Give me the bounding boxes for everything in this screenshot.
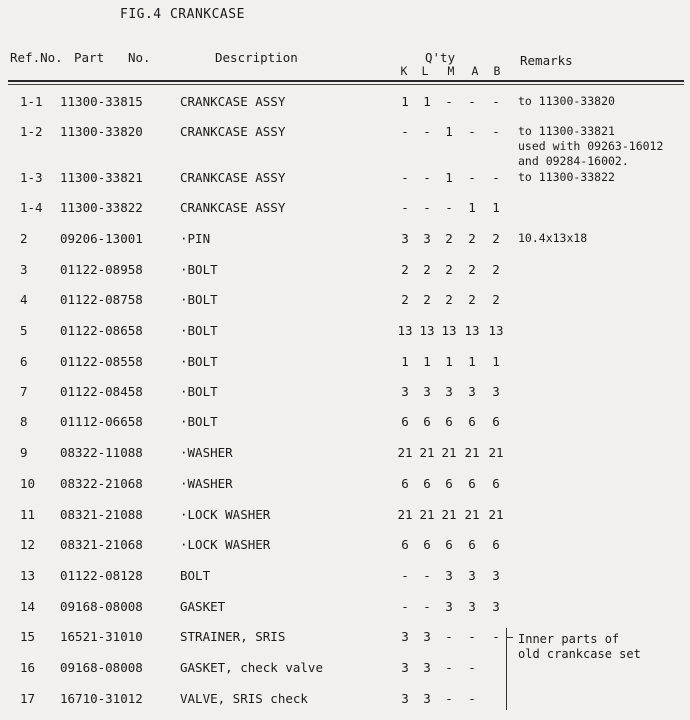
ref-no-cell: 10 (20, 476, 36, 491)
qty-cell: 1 (423, 94, 431, 109)
part-no-cell: 08321-21068 (60, 537, 143, 552)
qty-cell: - (401, 170, 409, 185)
qty-cell: 13 (397, 323, 413, 338)
description-cell: ·BOLT (180, 323, 218, 338)
remarks-cell (518, 124, 663, 169)
qty-cell: - (492, 170, 500, 185)
description-cell: ·LOCK WASHER (180, 507, 271, 522)
table-row (0, 323, 690, 345)
table-row (0, 568, 690, 590)
qty-cell: 3 (401, 629, 409, 644)
qty-cell: 3 (401, 384, 409, 399)
qty-cell: 2 (423, 262, 431, 277)
qty-cell: 6 (492, 537, 500, 552)
qty-cell: 2 (468, 231, 476, 246)
qty-cell: 6 (445, 414, 453, 429)
qty-cell: - (423, 124, 431, 139)
qty-cell: 3 (468, 568, 476, 583)
qty-cell: 6 (468, 476, 476, 491)
qty-cell: 3 (423, 629, 431, 644)
qty-cell: 21 (397, 445, 413, 460)
qty-cell: 6 (492, 414, 500, 429)
qty-cell: 2 (445, 231, 453, 246)
part-no-cell: 09206-13001 (60, 231, 143, 246)
part-no-cell: 08322-11088 (60, 445, 143, 460)
qty-cell: - (468, 660, 476, 675)
qty-cell: 1 (401, 354, 409, 369)
qty-cell: 13 (419, 323, 435, 338)
table-row (0, 599, 690, 621)
qty-cell: 21 (419, 445, 435, 460)
remarks-line: and 09284-16002. (518, 154, 629, 168)
qty-cell: 2 (468, 292, 476, 307)
part-no-cell: 11300-33815 (60, 94, 143, 109)
header-remarks: Remarks (520, 53, 573, 68)
qty-cell: - (468, 629, 476, 644)
group-bracket-tick (506, 637, 513, 638)
qty-cell: 3 (445, 384, 453, 399)
description-cell: ·BOLT (180, 292, 218, 307)
qty-cell: 3 (401, 231, 409, 246)
table-row (0, 292, 690, 314)
qty-cell: 2 (468, 262, 476, 277)
part-no-cell: 01122-08658 (60, 323, 143, 338)
qty-cell: - (401, 200, 409, 215)
ref-no-cell: 1-1 (20, 94, 43, 109)
ref-no-cell: 2 (20, 231, 28, 246)
qty-cell: 3 (445, 599, 453, 614)
table-row (0, 262, 690, 284)
group-note-line: Inner parts of (518, 632, 620, 646)
qty-cell: 3 (492, 599, 500, 614)
table-row (0, 124, 690, 168)
qty-cell: 1 (468, 200, 476, 215)
qty-cell: 1 (445, 170, 453, 185)
qty-cell: 21 (419, 507, 435, 522)
qty-cell: 13 (441, 323, 457, 338)
qty-cell: 3 (401, 660, 409, 675)
qty-cell: - (445, 691, 453, 706)
table-row (0, 94, 690, 116)
header-rule-top (8, 80, 684, 82)
qty-cell: 2 (492, 262, 500, 277)
part-no-cell: 16710-31012 (60, 691, 143, 706)
qty-cell: 1 (445, 354, 453, 369)
table-row (0, 384, 690, 406)
description-cell: CRANKCASE ASSY (180, 170, 286, 185)
ref-no-cell: 16 (20, 660, 36, 675)
qty-cell: 6 (423, 476, 431, 491)
qty-cell: 21 (397, 507, 413, 522)
qty-cell: 1 (445, 124, 453, 139)
table-row (0, 691, 690, 713)
qty-col-m: M (447, 64, 455, 78)
qty-cell: 13 (464, 323, 480, 338)
qty-col-b: B (493, 64, 501, 78)
header-qty: Q'ty (425, 50, 456, 65)
qty-col-k: K (400, 64, 408, 78)
qty-cell: 2 (401, 262, 409, 277)
qty-cell: - (423, 200, 431, 215)
qty-cell: - (492, 124, 500, 139)
part-no-cell: 16521-31010 (60, 629, 143, 644)
ref-no-cell: 13 (20, 568, 36, 583)
description-cell: CRANKCASE ASSY (180, 200, 286, 215)
qty-cell: - (401, 599, 409, 614)
part-no-cell: 11300-33822 (60, 200, 143, 215)
remarks-line: 10.4x13x18 (518, 231, 588, 245)
description-cell: BOLT (180, 568, 211, 583)
description-cell: ·BOLT (180, 414, 218, 429)
ref-no-cell: 7 (20, 384, 28, 399)
qty-cell: 21 (464, 445, 480, 460)
description-cell: GASKET (180, 599, 226, 614)
qty-cell: - (423, 170, 431, 185)
qty-cell: 3 (445, 568, 453, 583)
ref-no-cell: 6 (20, 354, 28, 369)
description-cell: CRANKCASE ASSY (180, 94, 286, 109)
qty-cell: - (401, 124, 409, 139)
qty-cell: 1 (401, 94, 409, 109)
qty-cell: 6 (423, 414, 431, 429)
qty-cell: 3 (423, 691, 431, 706)
ref-no-cell: 14 (20, 599, 36, 614)
qty-cell: 21 (441, 445, 457, 460)
description-cell: ·WASHER (180, 445, 233, 460)
qty-cell: 6 (468, 414, 476, 429)
description-cell: ·BOLT (180, 354, 218, 369)
qty-cell: 2 (492, 231, 500, 246)
qty-cell: 21 (441, 507, 457, 522)
part-no-cell: 01122-08758 (60, 292, 143, 307)
qty-cell: 3 (468, 599, 476, 614)
qty-cell: 6 (423, 537, 431, 552)
table-row (0, 445, 690, 467)
ref-no-cell: 17 (20, 691, 36, 706)
remarks-cell (518, 94, 615, 109)
qty-cell: 2 (492, 292, 500, 307)
qty-cell: 21 (488, 445, 504, 460)
qty-cell: - (468, 94, 476, 109)
description-cell: ·BOLT (180, 384, 218, 399)
part-no-cell: 01122-08458 (60, 384, 143, 399)
description-cell: ·WASHER (180, 476, 233, 491)
group-bracket (506, 628, 513, 710)
part-no-cell: 01112-06658 (60, 414, 143, 429)
figure-title: FIG.4 CRANKCASE (120, 7, 245, 22)
ref-no-cell: 11 (20, 507, 36, 522)
qty-cell: - (401, 568, 409, 583)
qty-cell: 2 (445, 262, 453, 277)
qty-cell: 6 (492, 476, 500, 491)
ref-no-cell: 12 (20, 537, 36, 552)
part-no-cell: 08322-21068 (60, 476, 143, 491)
table-row (0, 231, 690, 253)
qty-cell: - (468, 691, 476, 706)
qty-col-l: L (421, 64, 429, 78)
qty-cell: 21 (488, 507, 504, 522)
table-row (0, 507, 690, 529)
qty-cell: 3 (401, 691, 409, 706)
qty-cell: - (423, 568, 431, 583)
header-description: Description (215, 50, 298, 65)
part-no-cell: 09168-08008 (60, 660, 143, 675)
ref-no-cell: 3 (20, 262, 28, 277)
remarks-cell (518, 170, 615, 185)
ref-no-cell: 1-4 (20, 200, 43, 215)
qty-cell: 3 (423, 231, 431, 246)
remarks-line: to 11300-33822 (518, 170, 615, 184)
qty-cell: - (468, 170, 476, 185)
qty-cell: 1 (492, 200, 500, 215)
qty-cell: 3 (423, 384, 431, 399)
qty-cell: 6 (445, 537, 453, 552)
qty-cell: 1 (468, 354, 476, 369)
qty-cell: 3 (492, 568, 500, 583)
part-no-cell: 11300-33821 (60, 170, 143, 185)
ref-no-cell: 9 (20, 445, 28, 460)
qty-cell: - (423, 599, 431, 614)
qty-cell: - (492, 94, 500, 109)
remarks-line: used with 09263-16012 (518, 139, 664, 153)
qty-cell: 13 (488, 323, 504, 338)
qty-cell: 21 (464, 507, 480, 522)
description-cell: ·LOCK WASHER (180, 537, 271, 552)
part-no-cell: 01122-08128 (60, 568, 143, 583)
ref-no-cell: 15 (20, 629, 36, 644)
remarks-cell (518, 231, 587, 246)
qty-cell: - (445, 94, 453, 109)
group-note-line: old crankcase set (518, 647, 641, 661)
qty-cell: 2 (445, 292, 453, 307)
header-no: No. (128, 50, 151, 65)
part-no-cell: 09168-08008 (60, 599, 143, 614)
part-no-cell: 01122-08558 (60, 354, 143, 369)
qty-cell: - (492, 629, 500, 644)
ref-no-cell: 1-3 (20, 170, 43, 185)
remarks-line: to 11300-33820 (518, 94, 615, 108)
part-no-cell: 11300-33820 (60, 124, 143, 139)
qty-cell: - (445, 660, 453, 675)
ref-no-cell: 1-2 (20, 124, 43, 139)
table-row (0, 476, 690, 498)
qty-cell: 3 (492, 384, 500, 399)
table-row (0, 660, 690, 682)
qty-cell: 3 (468, 384, 476, 399)
ref-no-cell: 5 (20, 323, 28, 338)
qty-cell: 6 (468, 537, 476, 552)
qty-cell: 6 (445, 476, 453, 491)
qty-cell: 6 (401, 476, 409, 491)
description-cell: VALVE, SRIS check (180, 691, 308, 706)
ref-no-cell: 8 (20, 414, 28, 429)
qty-cell: 6 (401, 414, 409, 429)
qty-cell: 1 (423, 354, 431, 369)
qty-cell: 6 (401, 537, 409, 552)
description-cell: GASKET, check valve (180, 660, 323, 675)
table-row (0, 537, 690, 559)
table-row (0, 200, 690, 222)
group-note (518, 632, 641, 662)
qty-cell: - (445, 200, 453, 215)
description-cell: CRANKCASE ASSY (180, 124, 286, 139)
table-row (0, 354, 690, 376)
qty-cell: 2 (401, 292, 409, 307)
qty-cell: 3 (423, 660, 431, 675)
ref-no-cell: 4 (20, 292, 28, 307)
description-cell: ·BOLT (180, 262, 218, 277)
qty-cell: 1 (492, 354, 500, 369)
header-ref-no: Ref.No. (10, 50, 63, 65)
header-rule-bottom (8, 84, 684, 85)
qty-col-a: A (471, 64, 479, 78)
part-no-cell: 01122-08958 (60, 262, 143, 277)
part-no-cell: 08321-21088 (60, 507, 143, 522)
header-part: Part (74, 50, 105, 65)
description-cell: STRAINER, SRIS (180, 629, 286, 644)
description-cell: ·PIN (180, 231, 211, 246)
table-row (0, 414, 690, 436)
remarks-line: to 11300-33821 (518, 124, 615, 138)
qty-cell: - (468, 124, 476, 139)
qty-cell: - (445, 629, 453, 644)
table-row (0, 170, 690, 192)
qty-cell: 2 (423, 292, 431, 307)
